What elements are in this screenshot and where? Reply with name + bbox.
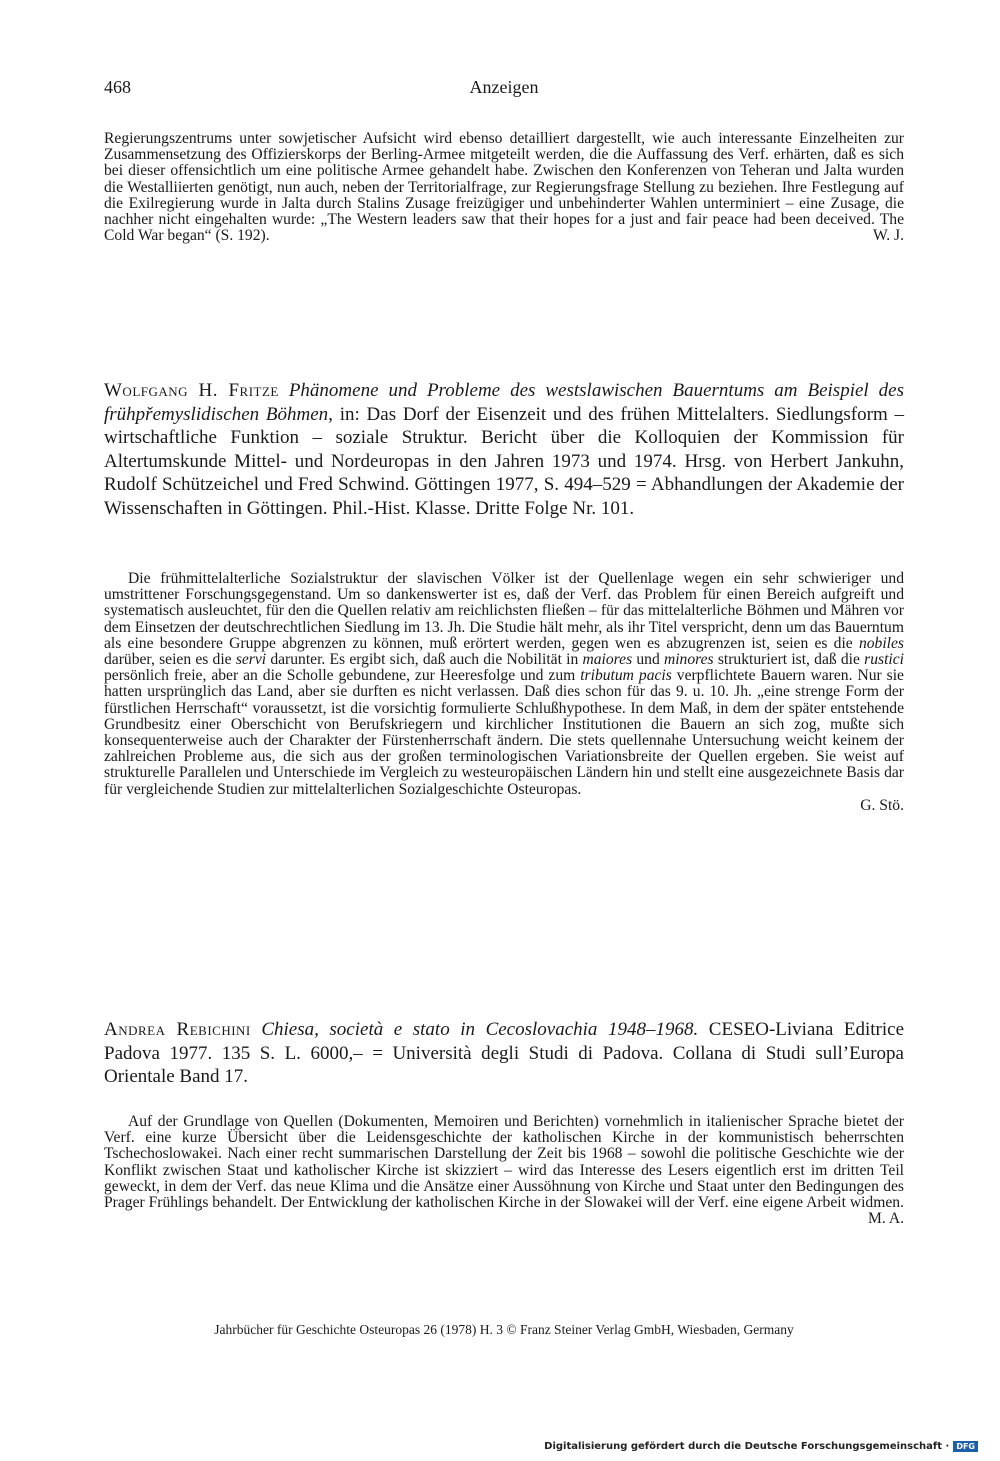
- page-number: 468: [104, 77, 131, 97]
- review-2-heading: [104, 379, 904, 521]
- review-2-body: Die frühmittelalterliche Sozialstruktur der slavischen Völker ist der Quellenlage wegen ein sehr schwieriger und umstrittener Forschungsgegenstand. Um so dankenswerter ist es, daß der Verf. das Problem für einen Bereich aufgreift und systematisch ausleuchtet, für den die Quellen relativ am reichlichsten fließen – für das mittelalterliche Böhmen und Mähren vor dem Einsetzen der deutschrechtlichen Siedlung im 13. Jh. Die Studie hält mehr, als ihr Titel verspricht, denn um das Bauerntum als eine besondere Gruppe abgrenzen zu können, muß erörtert werden, gegen wen es abzugrenzen ist, seien es die nobiles darüber, seien es die servi darunter. Es ergibt sich, daß auch die Nobilität in maiores und minores strukturiert ist, daß die rustici persönlich freie, aber an die Scholle gebundene, zur Heeresfolge und zum tributum pacis verpflichtete Bauern waren. Nur sie hatten ursprünglich das Land, aber sie durften es nicht verlassen. Daß dies schon für das 9. u. 10. Jh. „eine strenge Form der fürstlichen Herrschaft“ voraussetzt, ist die vorsichtig formulierte Schlußhypothese. In dem Maß, in dem der später entstehende Grundbesitz einer Oberschicht von Berufskriegern und kirchlicher Institutionen die Bauern an sich zog, mußte sich konsequenterweise auch der Charakter der Fürstenherrschaft ändern. Die stets quellennahe Untersuchung weicht keinem der zahlreichen Probleme aus, die sich aus der großen terminologischen Variationsbreite der Quellen ergeben. Sie weist auf strukturelle Parallelen und Unterschiede im Vergleich zu westeuropäischen Ländern hin und stellt eine ausgezeichnete Basis dar für vergleichende Studien zur mittelalterlichen Sozialgeschichte Osteuropas.: [104, 570, 905, 798]
- review-2-signature: G. Stö.: [860, 796, 904, 814]
- dfg-logo-icon: DFG: [953, 1441, 978, 1452]
- review-3-heading: [104, 1018, 904, 1089]
- review-2-title: Phänomene und Probleme des westslawischen Bauerntums am Beispiel des frühpřemyslidischen Böhmen,: [104, 380, 904, 425]
- review-3-title: Chiesa, società e stato in Cecoslovachia 1948–1968.: [261, 1019, 699, 1040]
- journal-footer: Jahrbücher für Geschichte Osteuropas 26 (1978) H. 3 © Franz Steiner Verlag GmbH, Wiesbaden, Germany: [214, 1322, 794, 1337]
- review-3-signature: M. A.: [868, 1210, 904, 1228]
- review-3-body: Auf der Grundlage von Quellen (Dokumenten, Memoiren und Berichten) vornehmlich in italienischer Sprache bietet der Verf. eine kurze Übersicht über die Leidensgeschichte der katholischen Kirche in der kommunistisch beherrschten Tschechoslowakei. Nach einer recht summarischen Darstellung der Zeit bis 1968 – sowohl die politische Geschichte wie der Konflikt zwischen Staat und katholischer Kirche ist skizziert – wird das Interesse des Lesers eigentlich erst im dritten Teil geweckt, in dem der Verf. das neue Klima und die Ansätze einer Aussöhnung von Kirche und Staat unter den Bedingungen des Prager Frühlings behandelt. Der Entwicklung der katholischen Kirche in der Slowakei will der Verf. eine eigene Arbeit widmen. M. A.: [104, 1113, 904, 1228]
- dfg-notice: [544, 1441, 978, 1452]
- review-1-continuation: [104, 131, 904, 244]
- review-2-author: Wolfgang H. Fritze: [104, 380, 279, 401]
- review-2-citation: in: Das Dorf der Eisenzeit und des frühen Mittelalters. Siedlungsform – wirtschaftliche Funktion – soziale Struktur. Bericht über die Kolloquien der Kommission für Altertumskunde Mittel- und Nordeuropas in den Jahren 1973 und 1974. Hrsg. von Herbert Jankuhn, Rudolf Schützeichel und Fred Schwind. Göttingen 1977, S. 494–529 = Abhandlungen der Akademie der Wissenschaften in Göttingen. Phil.-Hist. Klasse. Dritte Folge Nr. 101.: [104, 403, 905, 519]
- review-1-signature: W. J.: [872, 227, 904, 245]
- review-1-body: Regierungszentrums unter sowjetischer Aufsicht wird ebenso detailliert dargestellt, wie auch interessante Einzelheiten zur Zusammensetzung des Offizierskorps der Berling-Armee mitgeteilt werden, die die Auffassung des Verf. erhärten, daß es sich bei dieser offensichtlich um eine politische Armee gehandelt habe. Zwischen den Konferenzen von Teheran und Jalta wurden die Westalliierten genötigt, nun auch, neben der Territorialfrage, zur Regierungsfrage Stellung zu beziehen. Ihre Festlegung auf die Exilregierung wurde in Jalta durch Stalins Zusage freizügiger und unbehinderter Wahlen unterminiert – eine Zusage, die nachher nicht eingehalten wurde: „The Western leaders saw that their hopes for a just and fair peace had been deceived. The Cold War began“ (S. 192). W. J.: [104, 130, 904, 245]
- review-3-text: [104, 1114, 904, 1227]
- page-header: [104, 77, 904, 103]
- dfg-notice-text: Digitalisierung gefördert durch die Deutsche Forschungsgemeinschaft ·: [544, 1441, 950, 1452]
- review-2-text: [104, 571, 904, 814]
- review-3-author: Andrea Rebichini: [104, 1019, 251, 1040]
- running-title: Anzeigen: [469, 77, 539, 97]
- review-3-citation: CESEO-Liviana Editrice Padova 1977. 135 S. L. 6000,– = Università degli Studi di Padova. Collana di Studi sull’Europa Orientale Band 17.: [104, 1019, 905, 1088]
